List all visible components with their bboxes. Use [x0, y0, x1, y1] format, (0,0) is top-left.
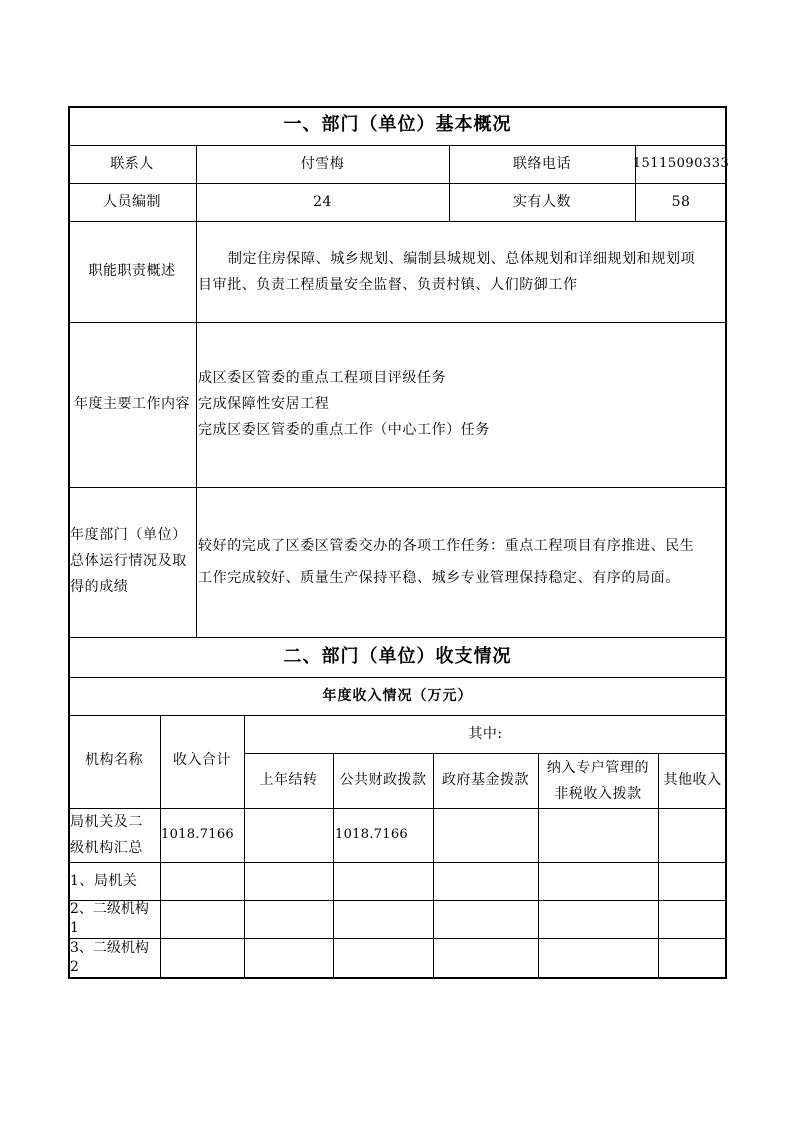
column-header-carryover: 上年结转: [259, 772, 318, 789]
main-work-line: 完成区委区管委的重点工作（中心工作）任务: [198, 422, 490, 438]
actual-staff-label: 实有人数: [513, 193, 571, 210]
nontax-header-line: 纳入专户管理的: [546, 760, 650, 776]
duties-label: 职能职责概述: [88, 263, 176, 280]
phone-value: 15115090333: [632, 156, 730, 172]
income-subtitle: 年度收入情况（万元）: [322, 687, 473, 704]
staff-quota-value: 24: [313, 193, 332, 210]
row-org-name: 3、二级机构 2: [70, 940, 149, 975]
row-carryover: [244, 808, 333, 862]
rule: [68, 487, 727, 488]
row-org-name: 1、局机关: [70, 872, 138, 889]
row-public-finance: [333, 938, 433, 978]
performance-text: [198, 530, 726, 594]
row-public-finance: 1018.7166: [335, 827, 409, 843]
performance-label-line: 得的成绩: [70, 579, 129, 595]
actual-staff-value: 58: [671, 193, 691, 210]
main-work-line: 成区委区管委的重点工程项目评级任务: [198, 370, 447, 386]
row-carryover: [244, 938, 333, 978]
row-gov-fund: [433, 808, 538, 862]
column-header-nontax: [538, 755, 658, 807]
staff-quota-label: 人员编制: [103, 193, 161, 210]
row-org-name: [70, 809, 160, 861]
column-header-other: 其他收入: [663, 772, 722, 789]
duties-line: 制定住房保障、城乡规划、编制县城规划、总体规划和详细规划和规划项: [228, 251, 696, 267]
org-name-line: 局机关及二: [70, 814, 143, 830]
row-gov-fund: [433, 938, 538, 978]
org-name-line: 级机构汇总: [70, 840, 143, 856]
section-income-expense-title: 二、部门（单位）收支情况: [283, 645, 512, 667]
section-basic-info-title: 一、部门（单位）基本概况: [283, 114, 512, 136]
main-work-label: 年度主要工作内容: [74, 396, 190, 413]
performance-line: 较好的完成了区委区管委交办的各项工作任务：重点工程项目有序推进、民生: [198, 538, 695, 554]
main-work-line: 完成保障性安居工程: [198, 396, 330, 412]
contact-value: 付雪梅: [300, 155, 345, 172]
performance-label: [70, 522, 196, 602]
main-work-text: [198, 365, 726, 445]
column-header-of-which: 其中:: [468, 725, 503, 742]
row-total: [160, 900, 244, 938]
duties-text: [198, 246, 726, 298]
row-public-finance: [333, 900, 433, 938]
duties-line: 目审批、负责工程质量安全监督、负责村镇、人们防御工作: [198, 277, 578, 293]
nontax-header-line: 非税收入拨款: [554, 786, 642, 802]
column-header-org: 机构名称: [85, 752, 143, 768]
row-gov-fund: [433, 862, 538, 900]
phone-label: 联络电话: [513, 155, 571, 172]
row-nontax: [538, 938, 658, 978]
row-nontax: [538, 808, 658, 862]
column-header-public-finance: 公共财政拨款: [339, 772, 427, 789]
row-other: [658, 862, 727, 900]
performance-line: 工作完成较好、质量生产保持平稳、城乡专业管理保持稳定、有序的局面。: [198, 570, 680, 586]
row-gov-fund: [433, 900, 538, 938]
row-total: 1018.7166: [161, 827, 235, 843]
column-header-gov-fund: 政府基金拨款: [442, 772, 529, 789]
row-nontax: [538, 900, 658, 938]
contact-label: 联系人: [110, 155, 154, 172]
column-header-total: 收入合计: [173, 752, 231, 768]
row-other: [658, 938, 727, 978]
row-other: [658, 900, 727, 938]
row-nontax: [538, 862, 658, 900]
row-carryover: [244, 862, 333, 900]
row-carryover: [244, 900, 333, 938]
row-total: [160, 938, 244, 978]
row-total: [160, 862, 244, 900]
performance-label-line: 总体运行情况及取: [70, 553, 187, 569]
row-other: [658, 808, 727, 862]
row-org-name: 2、二级机构 1: [70, 901, 149, 936]
row-public-finance: [333, 862, 433, 900]
performance-label-line: 年度部门（单位）: [70, 527, 187, 543]
